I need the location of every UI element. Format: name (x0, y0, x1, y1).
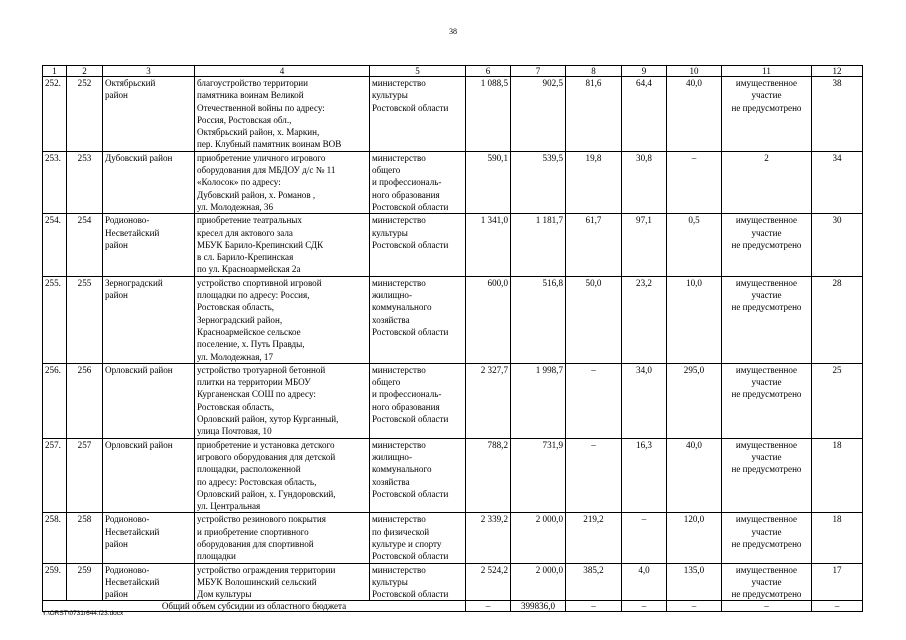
amount-col9-cell: 97,1 (622, 214, 667, 276)
rank-cell: 38 (812, 77, 863, 152)
row-number-cell: 259 (67, 563, 103, 601)
amount-total-cell: 2 524,2 (466, 563, 511, 601)
district-cell: Родионово- Несветайский район (103, 214, 195, 276)
amount-local-cell: 19,8 (566, 151, 622, 213)
column-number-header: 10 (667, 66, 722, 77)
amount-col10-cell: 295,0 (667, 363, 722, 438)
participation-cell: имущественное участие не предусмотрено (722, 276, 812, 363)
column-number-header: 2 (67, 66, 103, 77)
column-number-header: 4 (195, 66, 370, 77)
rank-cell: 30 (812, 214, 863, 276)
participation-cell: имущественное участие не предусмотрено (722, 438, 812, 513)
row-index-cell: 257. (43, 438, 67, 513)
table-body (43, 66, 863, 612)
participation-cell: имущественное участие не предусмотрено (722, 77, 812, 152)
amount-col9-cell: 16,3 (622, 438, 667, 513)
column-number-header: 9 (622, 66, 667, 77)
amount-col10-cell: 40,0 (667, 438, 722, 513)
description-cell: приобретение и установка детского игрового оборудования для детской площадки, расположенной по адресу: Ростовская область, Орловский район, х. Гундоровский, ул. Центральная (195, 438, 370, 513)
ministry-cell: министерство культуры Ростовской области (370, 563, 466, 601)
amount-col9-cell: 30,8 (622, 151, 667, 213)
table-row (43, 513, 863, 563)
ministry-cell: министерство жилищно- коммунального хозяйства Ростовской области (370, 276, 466, 363)
total-value-cell: – (812, 601, 863, 612)
amount-col9-cell: 64,4 (622, 77, 667, 152)
district-cell: Дубовский район (103, 151, 195, 213)
rank-cell: 17 (812, 563, 863, 601)
row-number-cell: 252 (67, 77, 103, 152)
district-cell: Зерноградский район (103, 276, 195, 363)
total-label-cell: Общий объем субсидии из областного бюджета (43, 601, 466, 612)
column-number-header: 7 (511, 66, 566, 77)
header-row (43, 66, 863, 77)
description-cell: устройство резинового покрытия и приобретение спортивного оборудования для спортивной площадки (195, 513, 370, 563)
ministry-cell: министерство жилищно- коммунального хозяйства Ростовской области (370, 438, 466, 513)
ministry-cell: министерство по физической культуре и спорту Ростовской области (370, 513, 466, 563)
amount-total-cell: 600,0 (466, 276, 511, 363)
row-number-cell: 257 (67, 438, 103, 513)
table-row (43, 276, 863, 363)
participation-cell: имущественное участие не предусмотрено (722, 513, 812, 563)
participation-cell: имущественное участие не предусмотрено (722, 214, 812, 276)
row-index-cell: 254. (43, 214, 67, 276)
column-number-header: 12 (812, 66, 863, 77)
table-row (43, 151, 863, 213)
amount-regional-cell: 1 998,7 (511, 363, 566, 438)
participation-cell: 2 (722, 151, 812, 213)
table-row (43, 214, 863, 276)
column-number-header: 6 (466, 66, 511, 77)
amount-regional-cell: 539,5 (511, 151, 566, 213)
amount-local-cell: 219,2 (566, 513, 622, 563)
row-index-cell: 256. (43, 363, 67, 438)
total-value-cell: – (566, 601, 622, 612)
amount-col10-cell: 0,5 (667, 214, 722, 276)
footer-file-path: Y:\ORST\0731r644.f23.docx (42, 610, 124, 617)
table-row (43, 563, 863, 601)
description-cell: приобретение уличного игрового оборудования для МБДОУ д/с № 11 «Колосок» по адресу: Дубовский район, х. Романов , ул. Молодежная, 36 (195, 151, 370, 213)
amount-local-cell: 50,0 (566, 276, 622, 363)
amount-total-cell: 2 339,2 (466, 513, 511, 563)
table-row (43, 438, 863, 513)
district-cell: Родионово- Несветайский район (103, 563, 195, 601)
rank-cell: 28 (812, 276, 863, 363)
amount-col10-cell: 135,0 (667, 563, 722, 601)
amount-total-cell: 788,2 (466, 438, 511, 513)
table-row (43, 363, 863, 438)
amount-local-cell: 81,6 (566, 77, 622, 152)
amount-regional-cell: 516,8 (511, 276, 566, 363)
amount-col9-cell: 4,0 (622, 563, 667, 601)
row-number-cell: 254 (67, 214, 103, 276)
total-value-cell: – (466, 601, 511, 612)
amount-local-cell: 385,2 (566, 563, 622, 601)
amount-col10-cell: 40,0 (667, 77, 722, 152)
ministry-cell: министерство общего и профессиональ- ного образования Ростовской области (370, 363, 466, 438)
district-cell: Родионово- Несветайский район (103, 513, 195, 563)
row-index-cell: 258. (43, 513, 67, 563)
column-number-header: 8 (566, 66, 622, 77)
ministry-cell: министерство культуры Ростовской области (370, 214, 466, 276)
district-cell: Октябрьский район (103, 77, 195, 152)
description-cell: устройство тротуарной бетонной плитки на территории МБОУ Курганенская СОШ по адресу: Ростовская область, Орловский район, хутор Курганный, улица Почтовая, 10 (195, 363, 370, 438)
amount-regional-cell: 1 181,7 (511, 214, 566, 276)
row-number-cell: 255 (67, 276, 103, 363)
row-number-cell: 253 (67, 151, 103, 213)
description-cell: устройство ограждения территории МБУК Волошинский сельский Дом культуры (195, 563, 370, 601)
total-row (43, 601, 863, 612)
column-number-header: 3 (103, 66, 195, 77)
amount-regional-cell: 902,5 (511, 77, 566, 152)
amount-total-cell: 2 327,7 (466, 363, 511, 438)
rank-cell: 34 (812, 151, 863, 213)
row-number-cell: 258 (67, 513, 103, 563)
total-value-cell: – (622, 601, 667, 612)
participation-cell: имущественное участие не предусмотрено (722, 363, 812, 438)
page-number: 38 (449, 27, 457, 36)
ministry-cell: министерство культуры Ростовской области (370, 77, 466, 152)
row-index-cell: 259. (43, 563, 67, 601)
row-index-cell: 255. (43, 276, 67, 363)
participation-cell: имущественное участие не предусмотрено (722, 563, 812, 601)
row-index-cell: 253. (43, 151, 67, 213)
total-value-cell: – (722, 601, 812, 612)
column-number-header: 5 (370, 66, 466, 77)
ministry-cell: министерство общего и профессиональ- ного образования Ростовской области (370, 151, 466, 213)
amount-total-cell: 1 341,0 (466, 214, 511, 276)
district-cell: Орловский район (103, 363, 195, 438)
amount-regional-cell: 731,9 (511, 438, 566, 513)
subsidy-table (42, 65, 863, 612)
description-cell: приобретение театральных кресел для актового зала МБУК Барило-Крепинский СДК в сл. Барило-Крепинская по ул. Красноармейская 2а (195, 214, 370, 276)
amount-local-cell: 61,7 (566, 214, 622, 276)
row-index-cell: 252. (43, 77, 67, 152)
amount-regional-cell: 2 000,0 (511, 513, 566, 563)
district-cell: Орловский район (103, 438, 195, 513)
amount-col10-cell: – (667, 151, 722, 213)
amount-local-cell: – (566, 363, 622, 438)
total-value-cell: – (667, 601, 722, 612)
description-cell: благоустройство территории памятника воинам Великой Отечественной войны по адресу: Россия, Ростовская обл., Октябрьский район, х. Маркин, пер. Клубный памятник воинам ВОВ (195, 77, 370, 152)
amount-col9-cell: – (622, 513, 667, 563)
description-cell: устройство спортивной игровой площадки по адресу: Россия, Ростовская область, Зерноградский район, Красноармейское сельское поселение, х. Путь Правды, ул. Молодежная, 17 (195, 276, 370, 363)
amount-col10-cell: 120,0 (667, 513, 722, 563)
rank-cell: 25 (812, 363, 863, 438)
amount-total-cell: 590,1 (466, 151, 511, 213)
rank-cell: 18 (812, 438, 863, 513)
amount-local-cell: – (566, 438, 622, 513)
rank-cell: 18 (812, 513, 863, 563)
row-number-cell: 256 (67, 363, 103, 438)
amount-col10-cell: 10,0 (667, 276, 722, 363)
table-row (43, 77, 863, 152)
total-value-cell: 399836,0 (511, 601, 566, 612)
amount-col9-cell: 34,0 (622, 363, 667, 438)
amount-total-cell: 1 088,5 (466, 77, 511, 152)
column-number-header: 1 (43, 66, 67, 77)
amount-regional-cell: 2 000,0 (511, 563, 566, 601)
amount-col9-cell: 23,2 (622, 276, 667, 363)
column-number-header: 11 (722, 66, 812, 77)
